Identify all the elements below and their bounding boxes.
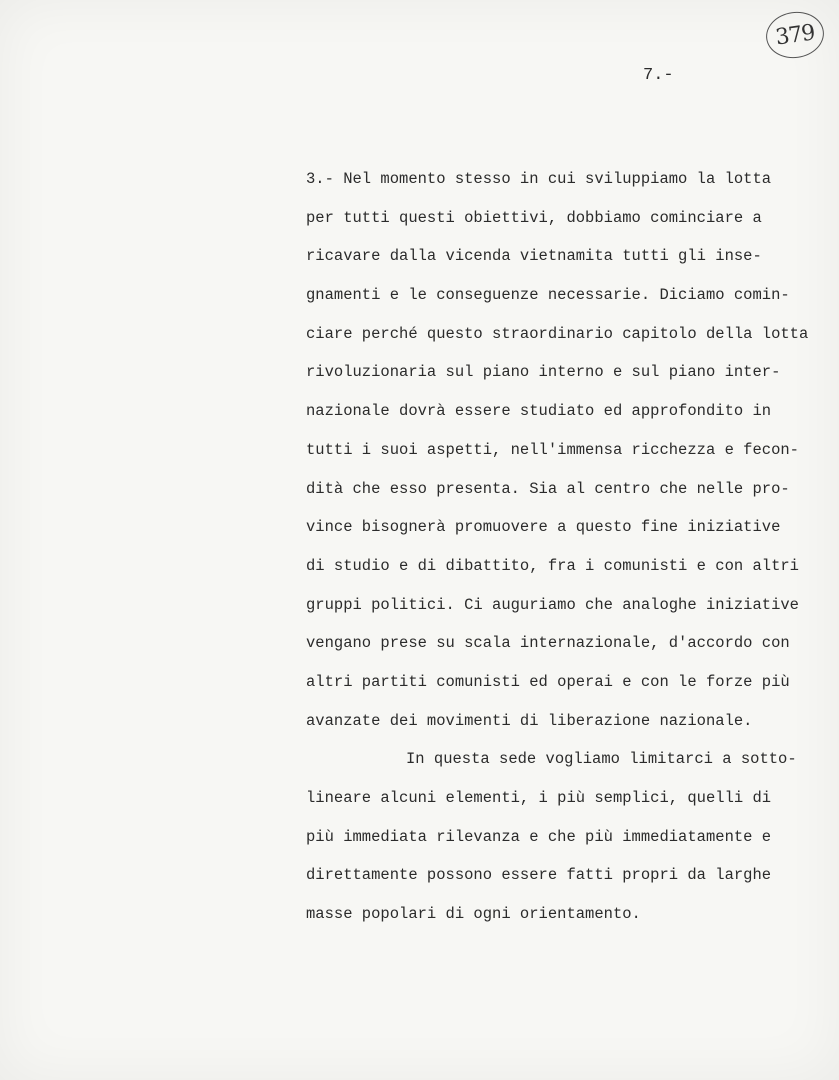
text-line: di studio e di dibattito, fra i comunisti e con altri (306, 556, 799, 575)
text-line: gnamenti e le conseguenze necessarie. Diciamo comin- (306, 286, 790, 305)
text-line: direttamente possono essere fatti propri da larghe (306, 866, 772, 885)
text-line: tutti i suoi aspetti, nell'immensa ricchezza e fecon- (306, 440, 799, 459)
archive-number-stamp (763, 8, 827, 62)
text-line: vince bisognerà promuovere a questo fine iniziative (306, 518, 781, 537)
text-line: lineare alcuni elementi, i più semplici, quelli di (306, 789, 772, 807)
text-line: per tutti questi obiettivi, dobbiamo cominciare a (306, 208, 762, 227)
text-line: In questa sede vogliamo limitarci a sotto- (406, 750, 797, 769)
text-line: 3.- Nel momento stesso in cui sviluppiamo la lotta (306, 170, 772, 188)
page-number: 7.- (643, 66, 674, 85)
body-text (306, 160, 839, 934)
text-line: altri partiti comunisti ed operai e con le forze più (306, 672, 790, 691)
text-line: avanzate dei movimenti di liberazione nazionale. (306, 711, 753, 730)
text-line: gruppi politici. Ci auguriamo che analoghe iniziative (306, 595, 799, 614)
text-line: vengano prese su scala internazionale, d'accordo con (306, 634, 790, 653)
text-line: più immediata rilevanza e che più immediatamente e (306, 827, 772, 846)
text-line: masse popolari di ogni orientamento. (306, 905, 641, 924)
text-line: ciare perché questo straordinario capitolo della lotta (306, 324, 809, 343)
text-line: ricavare dalla vicenda vietnamita tutti gli inse- (306, 247, 762, 266)
text-line: nazionale dovrà essere studiato ed approfondito in (306, 402, 772, 421)
text-line: dità che esso presenta. Sia al centro che nelle pro- (306, 479, 790, 498)
text-line: rivoluzionaria sul piano interno e sul piano inter- (306, 363, 781, 382)
archive-number: 379 (773, 19, 817, 51)
